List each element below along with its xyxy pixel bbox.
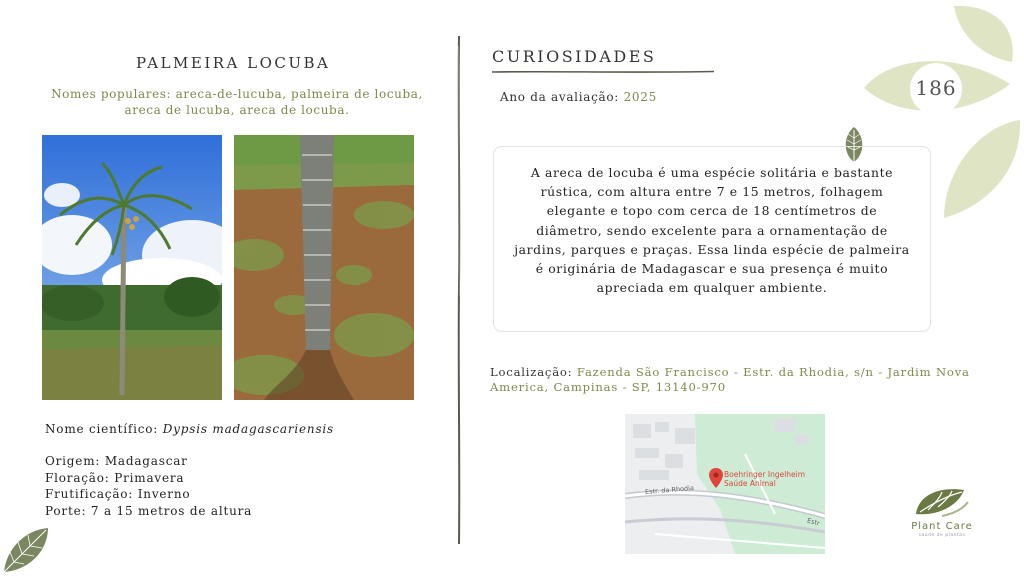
page-number: 186 (915, 76, 957, 100)
map-poi-label: Boehringer Ingelheim Saúde Animal (724, 470, 806, 488)
palm-tree-photo (42, 135, 222, 400)
palm-trunk-photo (234, 135, 414, 400)
flowering-text: Floração: Primavera (45, 470, 185, 485)
origin-text: Origem: Madagascar (45, 454, 188, 468)
description-text: A areca de locuba é uma espécie solitária e bastante rústica, com altura entre 7 e 15 metros, folhagem elegante e topo com cerca de 18 centímetros de diâmetro, sendo excelente para a ornamentação de jardins, parques e praças. Essa linda espécie de palmeira é originária de Madagascar e sua presença é muito apreciada em qualquer ambiente. (514, 165, 910, 296)
page-title: PALMEIRA LOCUBA (136, 54, 331, 72)
title-underline (492, 70, 714, 74)
scientific-name: Nome científico: Dypsis madagascariensis (45, 422, 335, 436)
logo-tagline: saúde de plantas (918, 533, 966, 538)
location-map[interactable] (625, 414, 825, 554)
plant-facts (45, 453, 252, 519)
location-text: Localização: Fazenda São Francisco - Estr. da Rhodia, s/n - Jardim Nova America, Campinas - SP, 13140-970 (490, 365, 970, 394)
map-road-label-2: Estr (806, 516, 821, 528)
plant-care-logo (912, 484, 970, 520)
leaf-icon-bottom (0, 526, 52, 576)
evaluation-year: Ano da avaliação: 2025 (500, 90, 657, 104)
logo-name: Plant Care (911, 521, 973, 532)
map-pin-icon[interactable] (709, 468, 723, 488)
size-text: Porte: 7 a 15 metros de altura (45, 503, 253, 518)
section-title: CURIOSIDADES (492, 47, 657, 66)
map-road-label: Estr. da Rhodia (644, 483, 695, 497)
description-card (493, 146, 931, 332)
popular-names: Nomes populares: areca-de-lucuba, palmeira de locuba, areca de lucuba, areca de locuba. (51, 87, 423, 117)
fruiting-text: Frutificação: Inverno (45, 487, 191, 501)
vertical-divider (455, 36, 463, 544)
